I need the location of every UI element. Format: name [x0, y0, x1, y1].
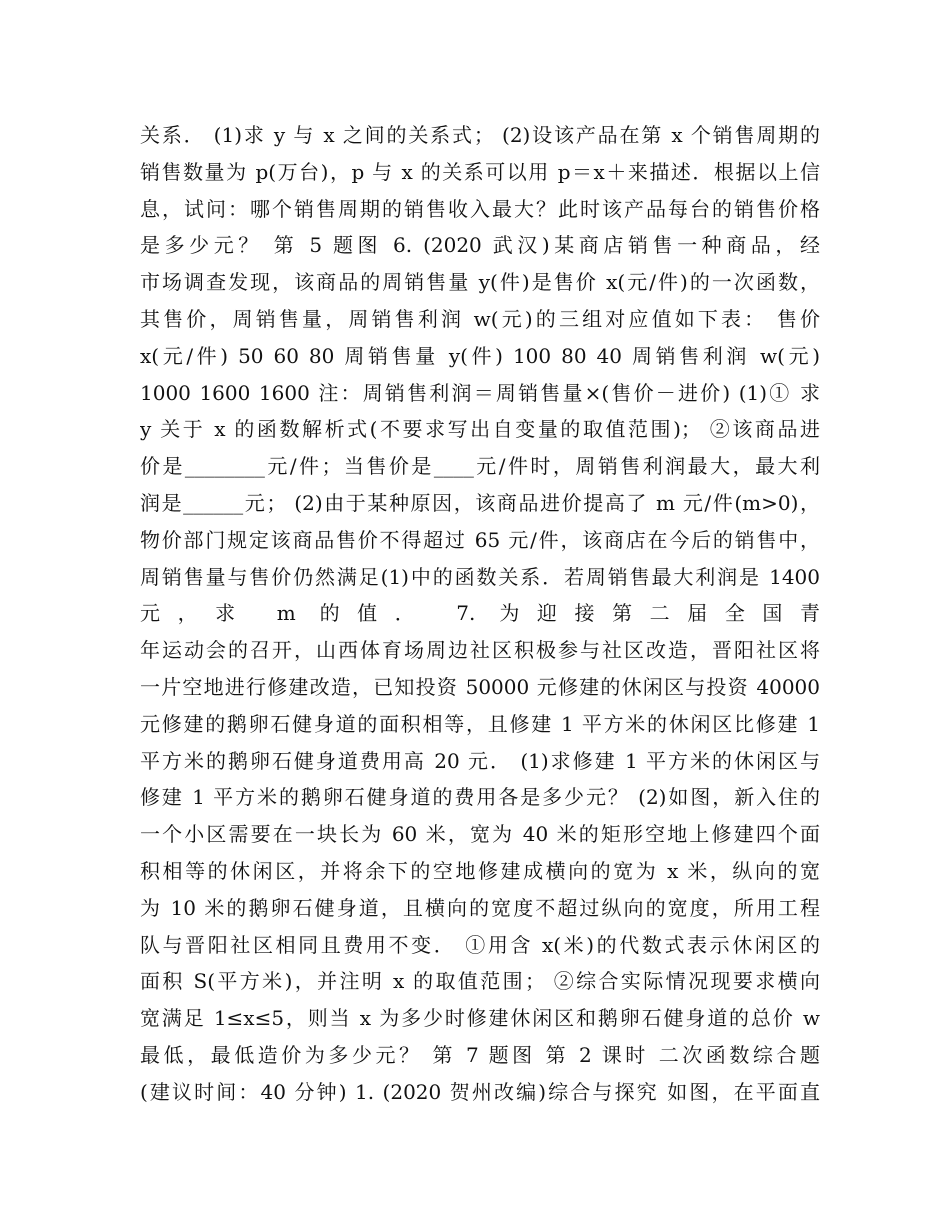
text-line: 元，求 m 的值． 7. 为迎接第二届全国青	[140, 601, 820, 626]
text-line: 宽满足 1≤x≤5，则当 x 为多少时修建休闲区和鹅卵石健身道的总价 w	[140, 1006, 820, 1031]
text-line: 其售价，周销售量，周销售利润 w(元)的三组对应值如下表： 售价	[140, 306, 820, 331]
text-line: 关系． (1)求 y 与 x 之间的关系式； (2)设该产品在第 x 个销售周期的	[140, 123, 820, 147]
text-line: 队与晋阳社区相同且费用不变． ①用含 x(米)的代数式表示休闲区的	[140, 932, 820, 957]
text-line: 周销售量与售价仍然满足(1)中的函数关系．若周销售最大利润是 1400	[140, 564, 820, 589]
document-body	[140, 117, 820, 1111]
text-line: 价是________元/件；当售价是____元/件时，周销售利润最大，最大利	[140, 454, 820, 479]
text-line: 市场调查发现，该商品的周销售量 y(件)是售价 x(元/件)的一次函数，	[140, 270, 820, 295]
text-line: 平方米的鹅卵石健身道费用高 20 元． (1)求修建 1 平方米的休闲区与	[140, 748, 820, 773]
text-line: 1000 1600 1600 注：周销售利润＝周销售量×(售价－进价) (1)① 求	[140, 380, 820, 405]
text-line: 息，试问：哪个销售周期的销售收入最大？此时该产品每台的销售价格	[140, 196, 820, 221]
text-line: 积相等的休闲区，并将余下的空地修建成横向的宽为 x 米，纵向的宽	[140, 858, 820, 883]
text-line: x(元/件) 50 60 80 周销售量 y(件) 100 80 40 周销售利润 w(元)	[140, 343, 820, 368]
text-line: 销售数量为 p(万台)，p 与 x 的关系可以用 p＝x＋来描述．根据以上信	[140, 159, 820, 184]
text-line: (建议时间：40 分钟) 1. (2020 贺州改编)综合与探究 如图，在平面直	[140, 1079, 820, 1104]
text-line: 一个小区需要在一块长为 60 米，宽为 40 米的矩形空地上修建四个面	[140, 822, 820, 847]
text-line: 面积 S(平方米)，并注明 x 的取值范围； ②综合实际情况现要求横向	[140, 969, 820, 994]
text-line: 为 10 米的鹅卵石健身道，且横向的宽度不超过纵向的宽度，所用工程	[140, 895, 820, 920]
text-line: 元修建的鹅卵石健身道的面积相等，且修建 1 平方米的休闲区比修建 1	[140, 711, 820, 736]
text-line: 年运动会的召开，山西体育场周边社区积极参与社区改造，晋阳社区将	[140, 638, 820, 663]
text-line: 一片空地进行修建改造，已知投资 50000 元修建的休闲区与投资 40000	[140, 674, 820, 699]
text-line: 物价部门规定该商品售价不得超过 65 元/件，该商店在今后的销售中，	[140, 527, 820, 552]
text-line: 是多少元？ 第 5 题图 6. (2020 武汉)某商店销售一种商品，经	[140, 233, 820, 258]
text-line: 最低，最低造价为多少元？ 第 7 题图 第 2 课时 二次函数综合题	[140, 1042, 820, 1067]
text-line: 修建 1 平方米的鹅卵石健身道的费用各是多少元？ (2)如图，新入住的	[140, 785, 820, 810]
text-line: y 关于 x 的函数解析式(不要求写出自变量的取值范围)； ②该商品进	[140, 417, 820, 442]
text-line: 润是______元； (2)由于某种原因，该商品进价提高了 m 元/件(m>0)，	[140, 490, 820, 515]
